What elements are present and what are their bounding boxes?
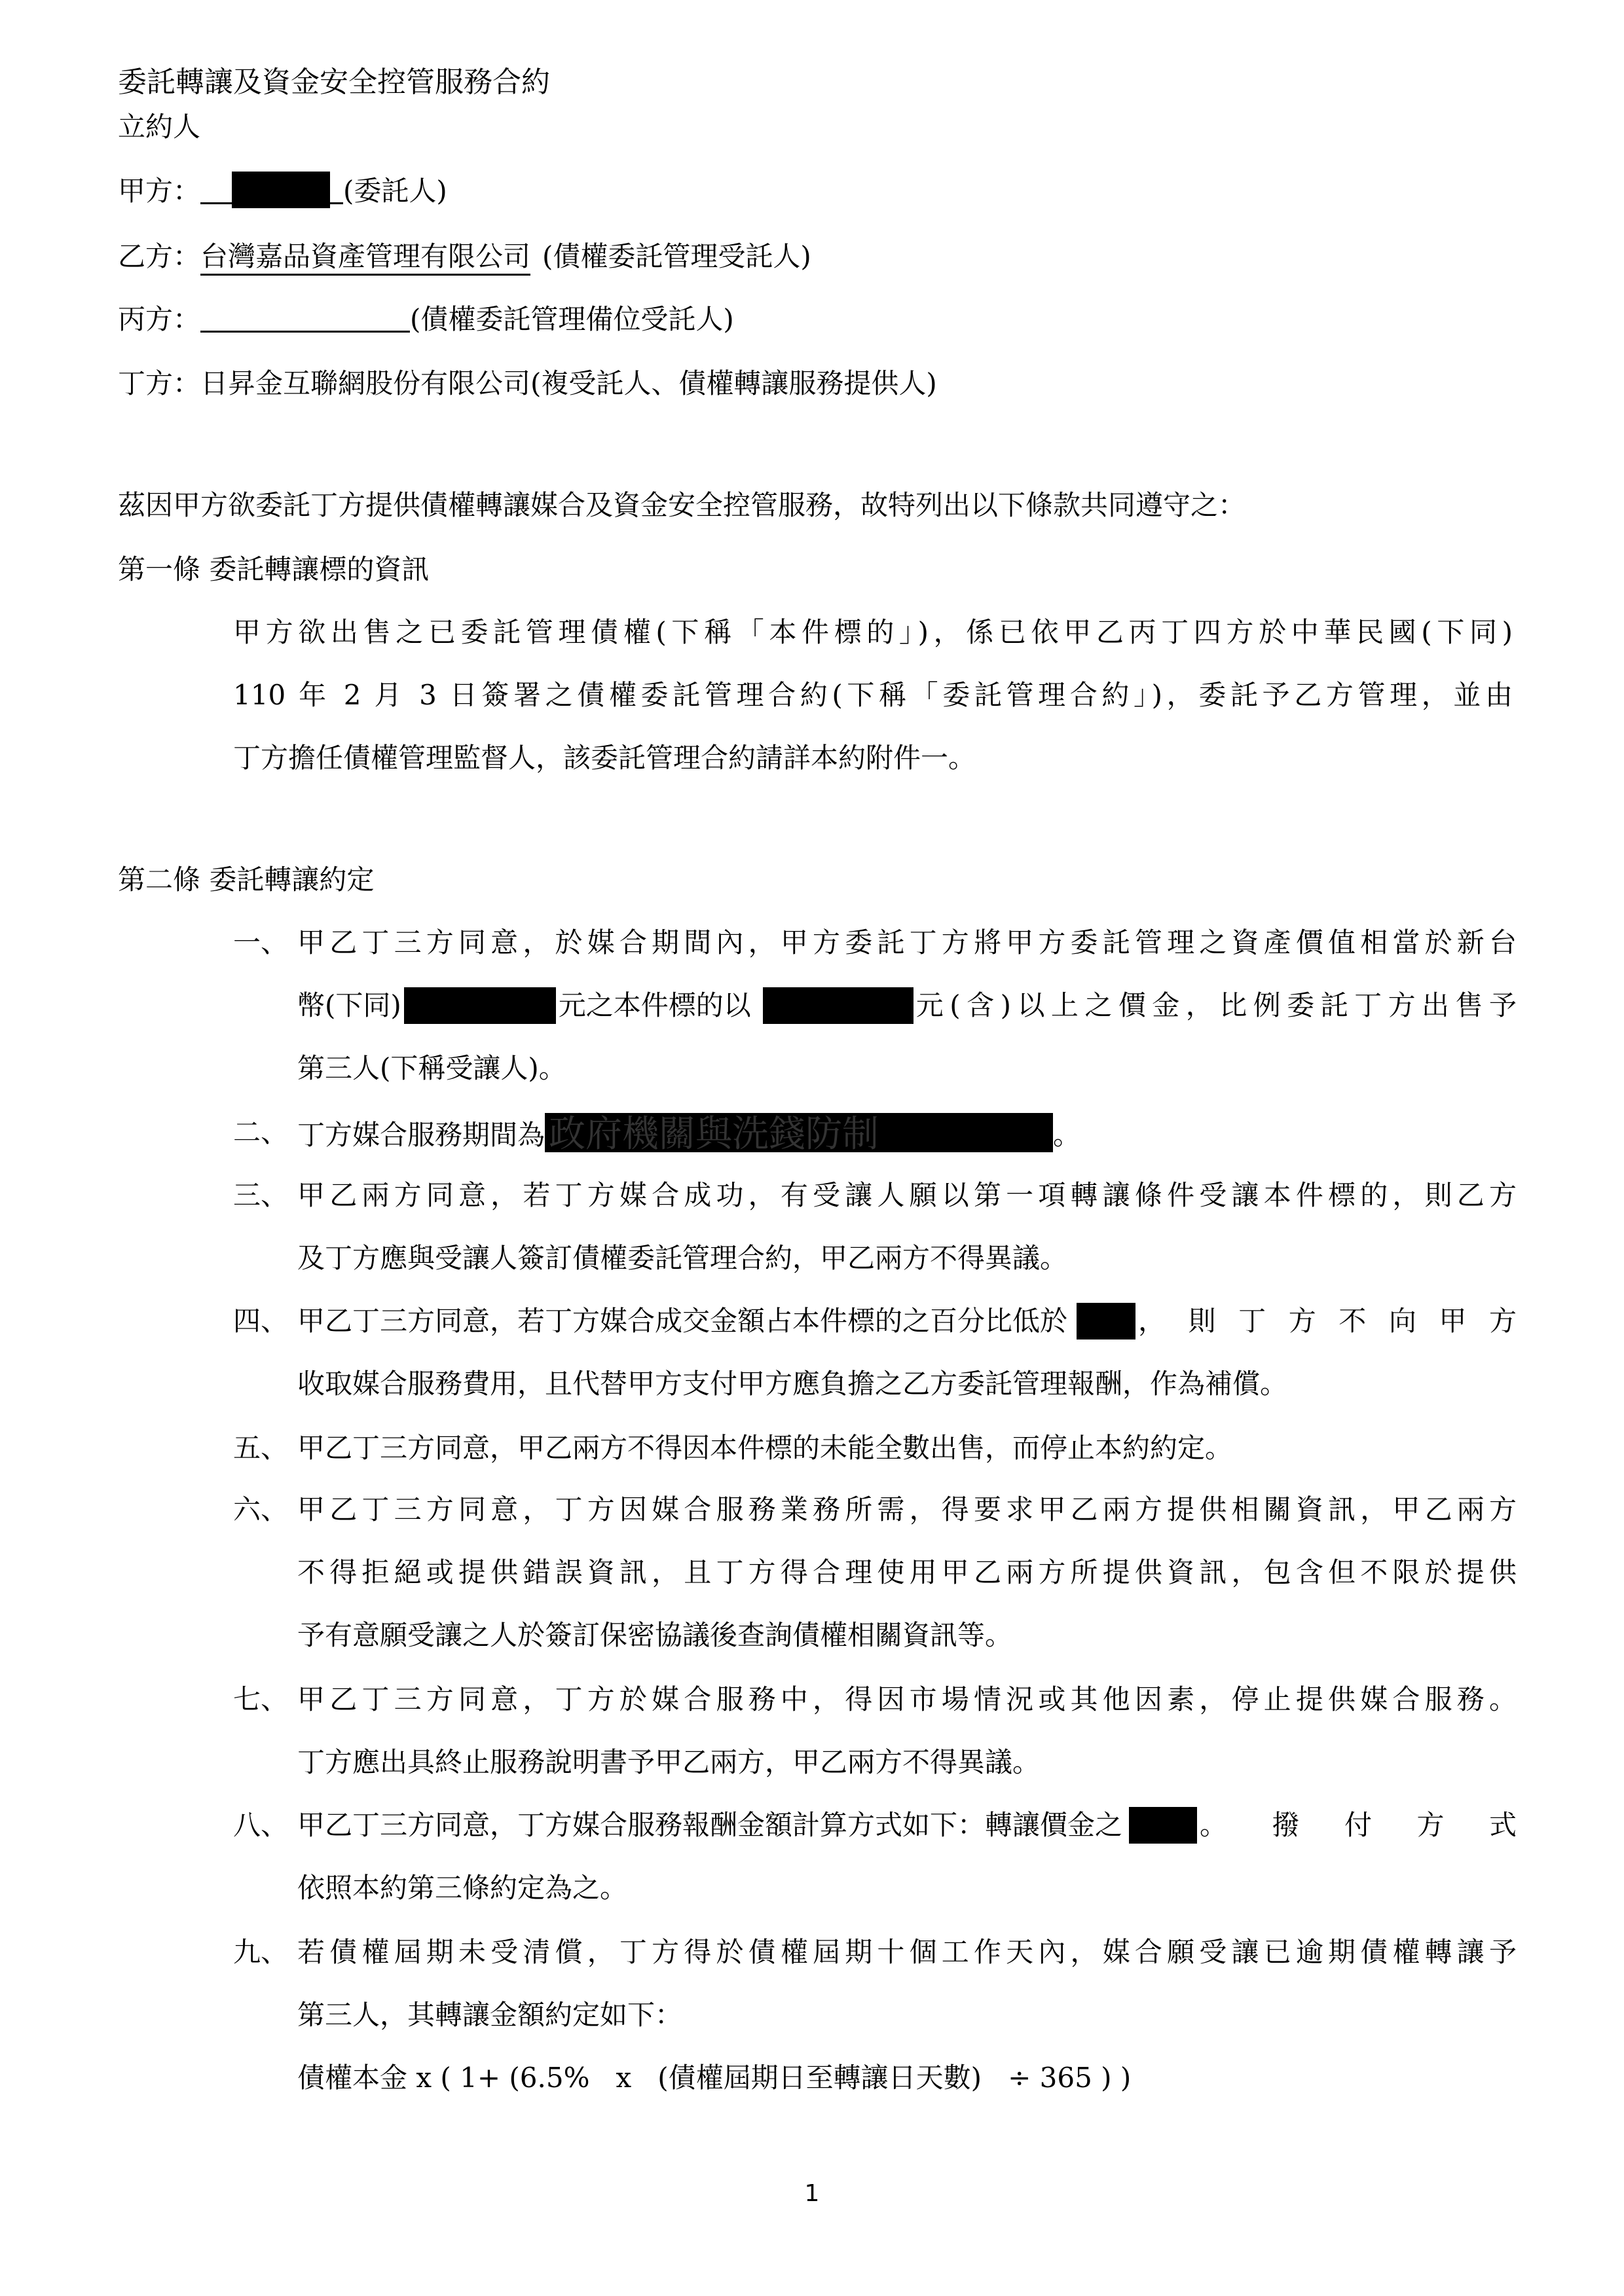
- item-2-text: 丁方媒合服務期間為: [297, 1119, 545, 1151]
- item-2-line-1: [297, 1113, 1080, 1155]
- item-9-line-2: 第三人，其轉讓金額約定如下：: [297, 1999, 683, 2031]
- article-2-heading: 第二條 委託轉讓約定: [118, 864, 375, 896]
- party-c-label: 丙方：: [118, 303, 201, 335]
- preamble: 茲因甲方欲委託丁方提供債權轉讓媒合及資金安全控管服務，故特列出以下條款共同遵守之：: [118, 489, 1246, 521]
- item-6-line-1: 甲乙丁三方同意，丁方因媒合服務業務所需，得要求甲乙兩方提供相關資訊，甲乙兩方: [297, 1493, 1517, 1525]
- item-4-text-b: ，則丁方不向甲方: [1138, 1305, 1517, 1337]
- article-1-line-2: 110 年 2 月 3 日簽署之債權委託管理合約(下稱「委託管理合約」)，委託予乙方管理，並由: [233, 679, 1513, 711]
- party-c-line: [118, 300, 734, 339]
- parties-heading: 立約人: [118, 111, 201, 143]
- party-b-line: [118, 237, 811, 276]
- item-1-number: 一、: [233, 926, 289, 958]
- party-a-redaction: [232, 172, 330, 208]
- item-5-number: 五、: [233, 1432, 289, 1464]
- item-2-period-redaction: 政府機關與洗錢防制: [545, 1113, 1053, 1152]
- party-c-role: (債權委託管理備位受託人): [410, 303, 734, 335]
- item-3-number: 三、: [233, 1179, 289, 1211]
- item-8-text-a: 甲乙丁三方同意，丁方媒合服務報酬金額計算方式如下：轉讓價金之: [297, 1809, 1123, 1841]
- item-1-line-3: 第三人(下稱受讓人)。: [297, 1052, 566, 1084]
- article-1-line-1: 甲方欲出售之已委託管理債權(下稱「本件標的」)，係已依甲乙丙丁四方於中華民國(下同): [233, 616, 1513, 648]
- item-4-number: 四、: [233, 1305, 289, 1337]
- item-8-line-2: 依照本約第三條約定為之。: [297, 1872, 628, 1904]
- item-7-line-1: 甲乙丁三方同意，丁方於媒合服務中，得因市場情況或其他因素，停止提供媒合服務。: [297, 1683, 1517, 1715]
- item-1-text-b: 元之本件標的以: [558, 989, 751, 1021]
- party-b-role: (債權委託管理受託人): [542, 240, 811, 272]
- party-a-label: 甲方：: [118, 175, 201, 207]
- party-a-blank: [200, 172, 232, 204]
- article-1-line-3: 丁方擔任債權管理監督人，該委託管理合約請詳本約附件一。: [233, 742, 976, 774]
- item-8-line-1: [297, 1806, 1517, 1845]
- item-8-text-b: 。撥付方式: [1200, 1809, 1517, 1841]
- party-d-text: 日昇金互聯網股份有限公司(複受託人、債權轉讓服務提供人): [200, 367, 937, 399]
- document-title: 委託轉讓及資金安全控管服務合約: [118, 65, 550, 99]
- party-d-line: [118, 364, 937, 403]
- item-6-number: 六、: [233, 1493, 289, 1525]
- item-1-amount-redaction: [404, 987, 556, 1024]
- item-1-price-redaction: [763, 987, 913, 1024]
- item-6-line-3: 予有意願受讓之人於簽訂保密協議後查詢債權相關資訊等。: [297, 1619, 1013, 1651]
- item-1-text-c: 元(含)以上之價金，比例委託丁方出售予: [915, 989, 1517, 1021]
- item-3-line-1: 甲乙兩方同意，若丁方媒合成功，有受讓人願以第一項轉讓條件受讓本件標的，則乙方: [297, 1179, 1517, 1211]
- item-4-percent-redaction: [1077, 1303, 1135, 1339]
- page-number: 1: [804, 2180, 820, 2207]
- item-9-number: 九、: [233, 1936, 289, 1968]
- party-d-label: 丁方：: [118, 367, 201, 399]
- party-a-blank-end: [330, 172, 343, 204]
- item-7-line-2: 丁方應出具終止服務說明書予甲乙兩方，甲乙兩方不得異議。: [297, 1746, 1041, 1778]
- party-c-blank: [200, 301, 410, 333]
- item-1-line-2: [297, 986, 1517, 1025]
- item-1-text-a: 幣(下同): [297, 989, 401, 1021]
- party-b-label: 乙方：: [118, 240, 201, 272]
- party-a-line: [118, 172, 447, 211]
- item-2-number: 二、: [233, 1116, 289, 1148]
- item-8-fee-redaction: [1129, 1807, 1197, 1844]
- item-7-number: 七、: [233, 1683, 289, 1715]
- item-4-text-a: 甲乙丁三方同意，若丁方媒合成交金額占本件標的之百分比低於: [297, 1305, 1068, 1337]
- party-a-role: (委託人): [343, 175, 447, 207]
- item-1-line-1: 甲乙丁三方同意，於媒合期間內，甲方委託丁方將甲方委託管理之資產價值相當於新台: [297, 926, 1517, 958]
- party-b-name: 台灣嘉品資產管理有限公司: [200, 240, 530, 276]
- item-6-line-2: 不得拒絕或提供錯誤資訊，且丁方得合理使用甲乙兩方所提供資訊，包含但不限於提供: [297, 1556, 1517, 1588]
- item-9-formula: 債權本金 x ( 1+ (6.5% x (債權屆期日至轉讓日天數) ÷ 365 ) ): [297, 2062, 1132, 2094]
- item-4-line-1: [297, 1302, 1517, 1341]
- item-9-line-1: 若債權屆期未受清償，丁方得於債權屆期十個工作天內，媒合願受讓已逾期債權轉讓予: [297, 1936, 1517, 1968]
- item-3-line-2: 及丁方應與受讓人簽訂債權委託管理合約，甲乙兩方不得異議。: [297, 1242, 1068, 1274]
- item-4-line-2: 收取媒合服務費用，且代替甲方支付甲方應負擔之乙方委託管理報酬，作為補償。: [297, 1368, 1288, 1400]
- article-1-heading: 第一條 委託轉讓標的資訊: [118, 553, 430, 585]
- item-2-tail: 。: [1053, 1119, 1081, 1151]
- item-8-number: 八、: [233, 1809, 289, 1841]
- item-5-line-1: 甲乙丁三方同意，甲乙兩方不得因本件標的未能全數出售，而停止本約約定。: [297, 1432, 1233, 1464]
